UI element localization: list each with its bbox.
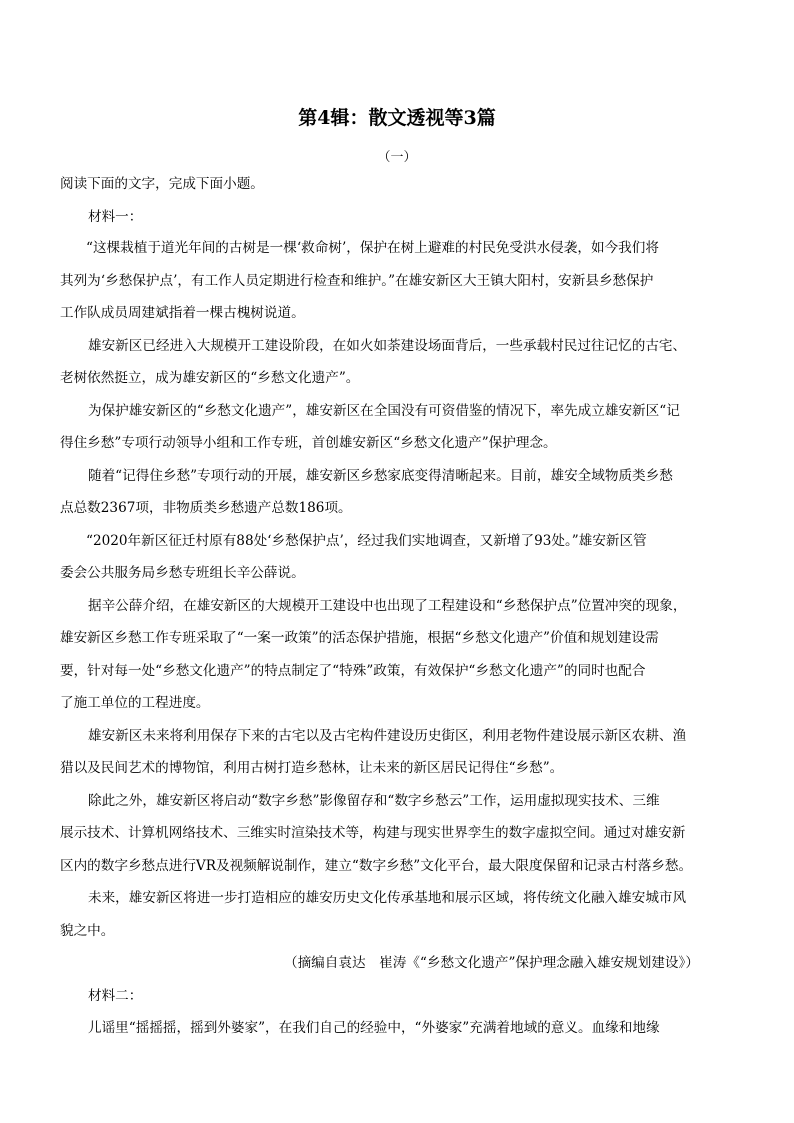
- material1-p8-line2: 展示技术、计算机网络技术、三维实时渲染技术等，构建与现实世界孪生的数字虚拟空间。通过对雄安新: [60, 825, 686, 841]
- instruction-text: 阅读下面的文字，完成下面小题。: [60, 176, 264, 192]
- material1-p9-line2: 貌之中。: [60, 923, 115, 939]
- material1-p6-line2: 雄安新区乡愁工作专班采取了“一案一政策”的活态保护措施，根据“乡愁文化遗产”价值和规划建设需: [60, 630, 659, 646]
- material1-p3-line2: 得住乡愁”专项行动领导小组和工作专班，首创雄安新区“乡愁文化遗产”保护理念。: [60, 435, 557, 451]
- material1-p8-line3: 区内的数字乡愁点进行VR及视频解说制作，建立“数字乡愁”文化平台，最大限度保留和记录古村落乡愁。: [60, 858, 693, 874]
- material1-p3-line1: 为保护雄安新区的“乡愁文化遗产”，雄安新区在全国没有可资借鉴的情况下，率先成立雄安新区“记: [88, 403, 680, 419]
- material1-heading: 材料一：: [88, 209, 143, 225]
- material1-p9-line1: 未来，雄安新区将进一步打造相应的雄安历史文化传承基地和展示区域，将传统文化融入雄安城市风: [88, 890, 687, 906]
- material1-p1-line1: “这棵栽植于道光年间的古树是一棵‘救命树’，保护在树上避难的村民免受洪水侵袭，如今我们将: [86, 240, 659, 256]
- section-number: （一）: [377, 150, 417, 165]
- material1-source: （摘编自袁达 崔涛《“乡愁文化遗产”保护理念融入雄安规划建设》）: [284, 955, 699, 971]
- material1-p2-line1: 雄安新区已经进入大规模开工建设阶段，在如火如荼建设场面背后，一些承载村民过往记忆的古宅、: [88, 338, 687, 354]
- material2-heading: 材料二：: [88, 988, 143, 1004]
- material1-p5-line1: “2020年新区征迁村原有88处‘乡愁保护点’，经过我们实地调查，又新增了93处。”雄安新区管: [86, 533, 647, 549]
- material1-p6-line4: 了施工单位的工程进度。: [60, 695, 210, 711]
- material1-p4-line1: 随着“记得住乡愁”专项行动的开展，雄安新区乡愁家底变得清晰起来。目前，雄安全域物质类乡愁: [88, 468, 673, 484]
- material2-p1-line1: 儿谣里“摇摇摇，摇到外婆家”，在我们自己的经验中，“外婆家”充满着地域的意义。血缘和地缘: [88, 1020, 660, 1036]
- material1-p6-line3: 要，针对每一处“乡愁文化遗产”的特点制定了“特殊”政策，有效保护“乡愁文化遗产”的同时也配合: [60, 663, 646, 679]
- material1-p6-line1: 据辛公薛介绍，在雄安新区的大规模开工建设中也出现了工程建设和“乡愁保护点”位置冲突的现象，: [88, 598, 687, 614]
- page-title: 第4辑：散文透视等3篇: [298, 107, 496, 129]
- material1-p7-line1: 雄安新区未来将利用保存下来的古宅以及古宅构件建设历史街区，利用老物件建设展示新区农耕、渔: [88, 728, 687, 744]
- material1-p1-line2: 其列为‘乡愁保护点’，有工作人员定期进行检查和维护。”在雄安新区大王镇大阳村，安新县乡愁保护: [60, 273, 654, 289]
- material1-p5-line2: 委会公共服务局乡愁专班组长辛公薛说。: [60, 565, 305, 581]
- material1-p8-line1: 除此之外，雄安新区将启动“数字乡愁”影像留存和“数字乡愁云”工作，运用虚拟现实技术、三维: [88, 793, 660, 809]
- material1-p7-line2: 猎以及民间艺术的博物馆，利用古树打造乡愁林，让未来的新区居民记得住“乡愁”。: [60, 760, 564, 776]
- material1-p4-line2: 点总数2367项，非物质类乡愁遗产总数186项。: [60, 500, 352, 516]
- material1-p2-line2: 老树依然挺立，成为雄安新区的“乡愁文化遗产”。: [60, 370, 360, 386]
- material1-p1-line3: 工作队成员周建斌指着一棵古槐树说道。: [60, 305, 305, 321]
